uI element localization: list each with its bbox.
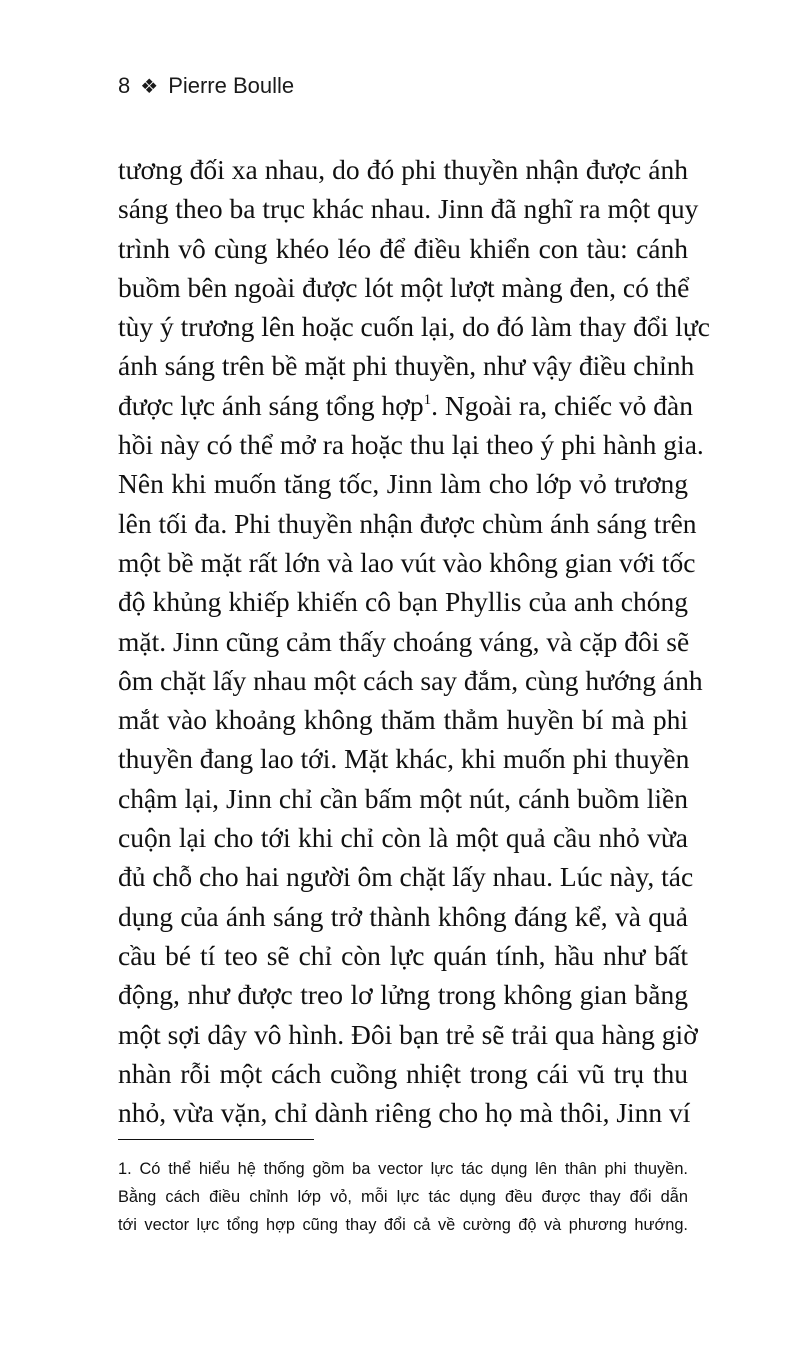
body-line: chậm lại, Jinn chỉ cần bấm một nút, cánh buồm liền xyxy=(118,782,688,814)
body-line: độ khủng khiếp khiến cô bạn Phyllis của anh chóng xyxy=(118,586,688,618)
body-line: buồm bên ngoài được lót một lượt màng đen, có thể xyxy=(118,271,690,303)
body-line: mắt vào khoảng không thăm thẳm huyền bí mà phi xyxy=(118,704,688,736)
body-line: sáng theo ba trục khác nhau. Jinn đã nghĩ ra một quy xyxy=(118,193,699,225)
body-line: tương đối xa nhau, do đó phi thuyền nhận được ánh xyxy=(118,154,688,185)
body-line: đủ chỗ cho hai người ôm chặt lấy nhau. Lúc này, tác xyxy=(118,861,694,893)
footnote-line: tới vector lực tổng hợp cũng thay đổi cả về cường độ và phương hướng. xyxy=(118,1216,688,1234)
body-line: động, như được treo lơ lửng trong không gian bằng xyxy=(118,979,688,1011)
footnote-line: 1. Có thể hiểu hệ thống gồm ba vector lực tác dụng lên thân phi thuyền. xyxy=(118,1160,688,1178)
body-text xyxy=(118,150,710,1132)
body-line: một sợi dây vô hình. Đôi bạn trẻ sẽ trải qua hàng giờ xyxy=(118,1018,698,1050)
body-line: dụng của ánh sáng trở thành không đáng kể, và quả xyxy=(118,900,688,932)
page-number: 8 xyxy=(118,73,131,98)
body-line: cuộn lại cho tới khi chỉ còn là một quả cầu nhỏ vừa xyxy=(118,822,688,854)
body-line: nhỏ, vừa vặn, chỉ dành riêng cho họ mà thôi, Jinn ví xyxy=(118,1097,691,1129)
body-line: ôm chặt lấy nhau một cách say đắm, cùng hướng ánh xyxy=(118,664,703,696)
ornament-icon: ❖ xyxy=(140,75,159,98)
body-line: thuyền đang lao tới. Mặt khác, khi muốn phi thuyền xyxy=(118,743,690,775)
body-line-tail: . Ngoài ra, chiếc vỏ đàn xyxy=(431,389,693,421)
footnote-divider xyxy=(118,1139,314,1140)
body-line: trình vô cùng khéo léo để điều khiển con tàu: cánh xyxy=(118,232,688,264)
body-line-head: được lực ánh sáng tổng hợp xyxy=(118,389,424,421)
body-line: hồi này có thể mở ra hoặc thu lại theo ý phi hành gia. xyxy=(118,429,704,461)
footnote-marker: 1 xyxy=(423,391,432,408)
body-line-with-footnote xyxy=(118,386,693,425)
author-name: Pierre Boulle xyxy=(168,73,295,98)
footnote xyxy=(118,1155,688,1239)
body-line: cầu bé tí teo sẽ chỉ còn lực quán tính, hầu như bất xyxy=(118,939,688,971)
body-line: tùy ý trương lên hoặc cuốn lại, do đó làm thay đổi lực xyxy=(118,311,710,343)
running-header xyxy=(118,70,294,102)
body-line: Nên khi muốn tăng tốc, Jinn làm cho lớp vỏ trương xyxy=(118,468,688,500)
body-line: ánh sáng trên bề mặt phi thuyền, như vậy điều chỉnh xyxy=(118,350,695,382)
body-line: mặt. Jinn cũng cảm thấy choáng váng, và cặp đôi sẽ xyxy=(118,625,690,657)
footnote-line: Bằng cách điều chỉnh lớp vỏ, mỗi lực tác dụng đều được thay đổi dẫn xyxy=(118,1188,688,1206)
body-line: lên tối đa. Phi thuyền nhận được chùm ánh sáng trên xyxy=(118,507,697,539)
body-line: nhàn rỗi một cách cuồng nhiệt trong cái vũ trụ thu xyxy=(118,1057,688,1089)
body-line: một bề mặt rất lớn và lao vút vào không gian với tốc xyxy=(118,546,696,578)
